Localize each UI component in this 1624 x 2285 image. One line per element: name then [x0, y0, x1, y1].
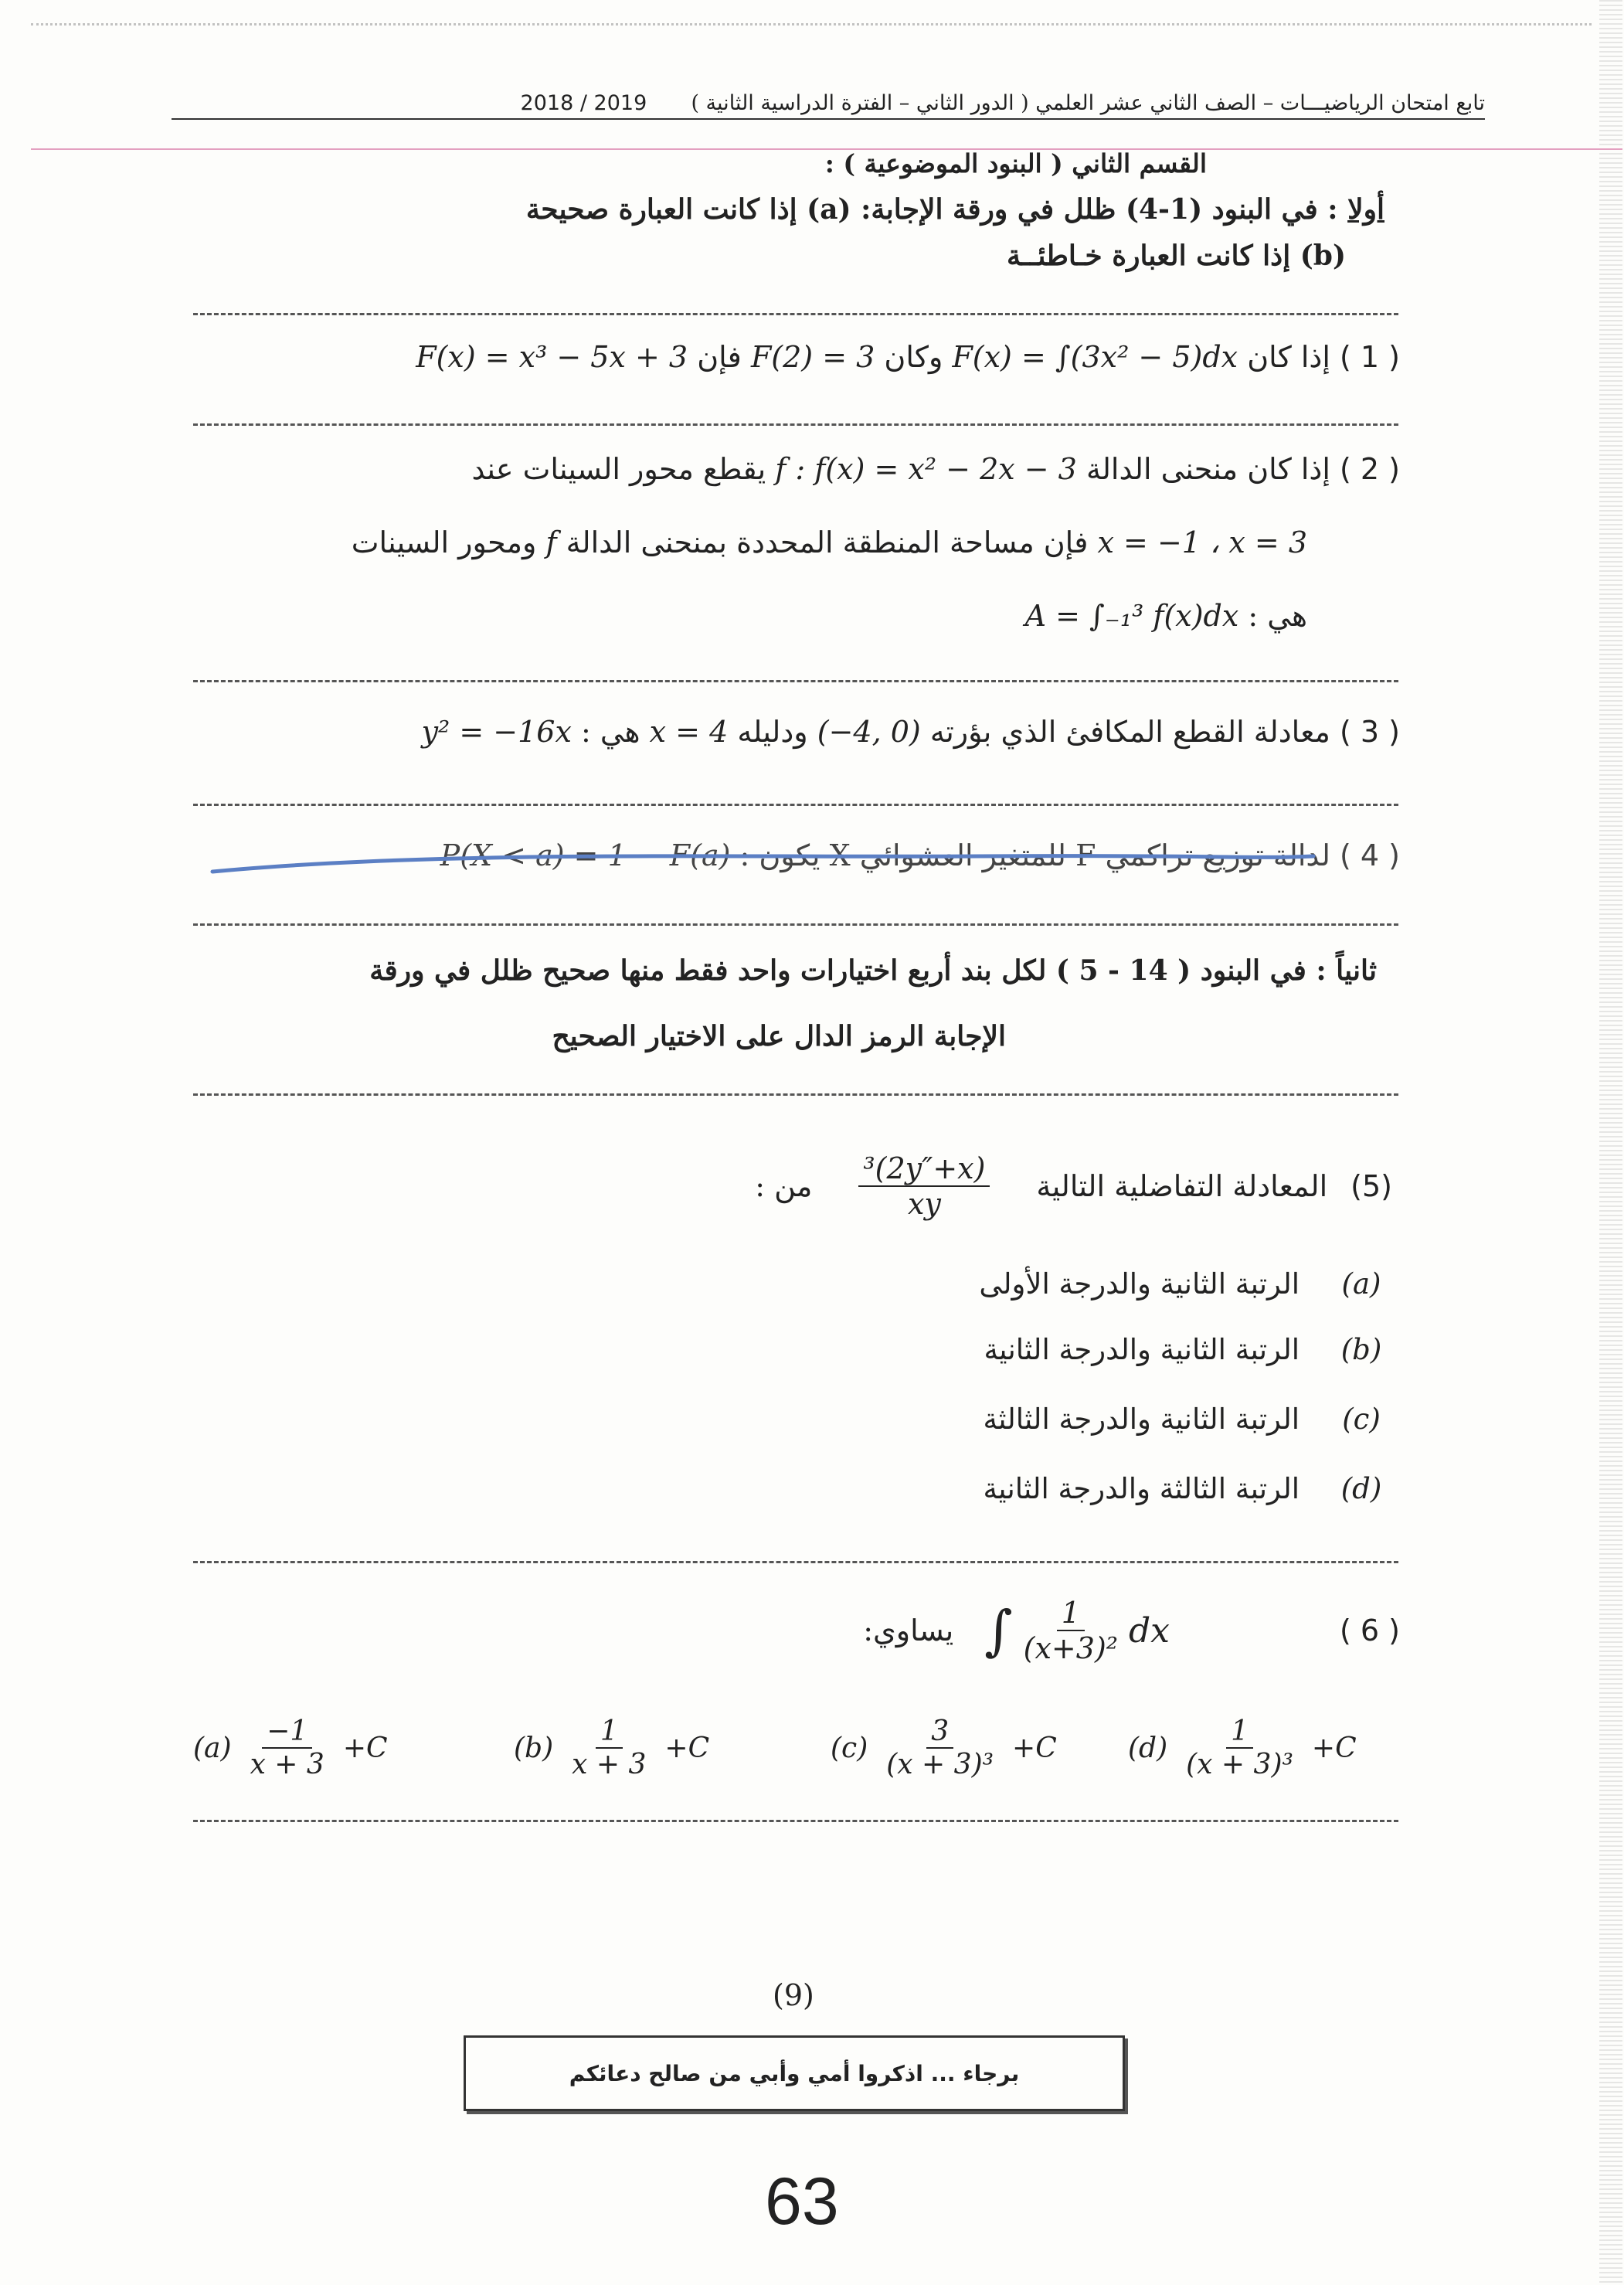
option-label: (b)	[1340, 1333, 1382, 1366]
q1-text-c: فإن	[697, 340, 742, 374]
question-5	[755, 1151, 1392, 1221]
option-text: الرتبة الثانية والدرجة الثالثة	[983, 1403, 1300, 1436]
header-year: 2019 / 2018	[520, 91, 647, 115]
scan-edge-right	[1599, 0, 1622, 2285]
choice-denominator: x + 3	[250, 1749, 324, 1780]
divider	[193, 313, 1398, 315]
q1-math-c: F(x) = x³ − 5x + 3	[416, 340, 688, 374]
q2-line2-math: x = −1 ، x = 3	[1097, 525, 1307, 559]
q5-fraction	[858, 1151, 990, 1221]
q3-equation: y² = −16x	[421, 715, 572, 749]
page-number: (9)	[773, 1978, 814, 2012]
q5-number: (5)	[1351, 1169, 1392, 1203]
q6-choice-d[interactable]	[1128, 1715, 1357, 1780]
q6-choice-b[interactable]	[514, 1715, 709, 1780]
choice-fraction	[1181, 1715, 1298, 1780]
divider	[193, 804, 1398, 806]
choice-denominator: x + 3	[572, 1749, 647, 1780]
q5-option-a[interactable]	[979, 1267, 1392, 1301]
option-label: (a)	[1341, 1267, 1381, 1301]
question-1	[210, 340, 1400, 374]
choice-fraction	[882, 1715, 998, 1780]
part1-rest: : في البنود (1-4) ظلل في ورقة الإجابة: (a) إذا كانت العبارة صحيحة	[525, 193, 1338, 226]
integral-sign: ∫	[984, 1599, 1013, 1662]
divider	[193, 423, 1398, 426]
q3-text3: هي :	[580, 715, 640, 749]
q3-focus: (−4, 0)	[817, 715, 921, 749]
q6-choice-a[interactable]	[193, 1715, 388, 1780]
question-3	[422, 715, 1400, 749]
q2-line1-end: يقطع محور السينات عند	[471, 452, 766, 486]
q2-line3-text: هي :	[1248, 599, 1307, 633]
q2-line3-math: A = ∫₋₁³ f(x)dx	[1024, 599, 1239, 633]
question-6	[863, 1596, 1400, 1665]
choice-constant: +C	[664, 1732, 710, 1764]
q6-number: ( 6 )	[1340, 1613, 1400, 1647]
divider	[193, 680, 1398, 682]
q1-text-b: وكان	[884, 340, 943, 374]
footer-text: برجاء ... اذكروا أمي وأبي من صالح دعائكم	[569, 2060, 1020, 2086]
choice-constant: +C	[342, 1732, 388, 1764]
q6-choice-c[interactable]	[831, 1715, 1057, 1780]
option-text: الرتبة الثالثة والدرجة الثانية	[983, 1472, 1300, 1505]
option-label: (d)	[1340, 1472, 1382, 1505]
question-2-line1	[471, 452, 1400, 486]
choice-denominator: (x + 3)³	[1186, 1749, 1293, 1780]
divider	[193, 1820, 1398, 1822]
part1-instruction-line1	[526, 193, 1384, 226]
q6-dx: dx	[1129, 1610, 1170, 1651]
q1-number: ( 1 )	[1340, 340, 1400, 374]
exam-header	[172, 91, 1485, 120]
choice-numerator: −1	[262, 1715, 312, 1749]
choice-numerator: 3	[926, 1715, 953, 1749]
choice-label: (d)	[1128, 1732, 1168, 1764]
q3-text2: ودليله	[737, 715, 808, 749]
q2-line1-text: إذا كان منحنى الدالة	[1085, 452, 1330, 486]
q5-option-d[interactable]	[983, 1472, 1392, 1505]
part1-instruction-line2: (b) إذا كانت العبارة خـاطئــة	[1007, 240, 1346, 272]
q6-numerator: 1	[1057, 1596, 1085, 1631]
choice-denominator: (x + 3)³	[886, 1749, 994, 1780]
scan-edge-top	[31, 23, 1592, 32]
q3-number: ( 3 )	[1340, 715, 1400, 749]
choice-constant: +C	[1311, 1732, 1357, 1764]
divider	[193, 923, 1398, 926]
footer-box	[464, 2035, 1125, 2111]
q5-text: المعادلة التفاضلية التالية	[1036, 1169, 1328, 1203]
pen-strikethrough	[209, 842, 1321, 889]
choice-label: (a)	[193, 1732, 232, 1764]
q4-math: P(X < a) = 1 − F(a)	[440, 838, 731, 872]
divider	[193, 1093, 1398, 1096]
question-2-line3	[1025, 599, 1307, 633]
choice-fraction	[246, 1715, 329, 1780]
q4-text: لدالة توزيع تراكمي F للمتغير العشوائي X يكون :	[739, 838, 1330, 872]
q3-text: معادلة القطع المكافئ الذي بؤرته	[929, 715, 1330, 749]
q6-denominator: (x+3)²	[1023, 1631, 1119, 1665]
q1-math-b: F(2) = 3	[750, 340, 875, 374]
header-text: تابع امتحان الرياضيـــات – الصف الثاني عشر العلمي ( الدور الثاني – الفترة الدراسية الثانية )	[691, 91, 1485, 115]
q3-directrix: x = 4	[649, 715, 729, 749]
q1-math-a: F(x) = ∫(3x² − 5)dx	[952, 340, 1238, 374]
q2-line2-end: ومحور السينات	[351, 525, 537, 559]
choice-fraction	[567, 1715, 651, 1780]
question-2-line2	[352, 525, 1307, 559]
option-label: (c)	[1342, 1403, 1381, 1436]
choice-label: (b)	[514, 1732, 554, 1764]
choice-constant: +C	[1012, 1732, 1057, 1764]
section-title: القسم الثاني ( البنود الموضوعية ) :	[824, 148, 1207, 179]
q6-text: يساوي:	[863, 1613, 954, 1647]
q5-option-c[interactable]	[983, 1403, 1392, 1436]
choice-numerator: 1	[1226, 1715, 1253, 1749]
choice-label: (c)	[831, 1732, 868, 1764]
choice-numerator: 1	[596, 1715, 623, 1749]
q2-line2-f: f	[545, 525, 557, 559]
q5-option-b[interactable]	[984, 1333, 1392, 1366]
q4-number: ( 4 )	[1340, 838, 1400, 872]
q5-denominator: xy	[907, 1187, 941, 1221]
option-text: الرتبة الثانية والدرجة الأولى	[979, 1267, 1300, 1301]
q6-fraction	[1019, 1596, 1123, 1665]
option-text: الرتبة الثانية والدرجة الثانية	[984, 1333, 1300, 1366]
part2-instruction-line1: ثانياً : في البنود ( 14 - 5 ) لكل بند أربع اختيارات واحد فقط منها صحيح ظلل في ورقة	[369, 954, 1377, 987]
q5-text-end: من :	[755, 1169, 813, 1203]
q2-line1-math: f : f(x) = x² − 2x − 3	[775, 452, 1077, 486]
divider	[193, 1561, 1398, 1563]
part1-prefix: أولا	[1347, 193, 1384, 226]
q2-number: ( 2 )	[1340, 452, 1400, 486]
q1-text-a: إذا كان	[1247, 340, 1330, 374]
part2-instruction-line2: الإجابة الرمز الدال على الاختيار الصحيح	[552, 1020, 1006, 1052]
document-page-number: 63	[765, 2164, 839, 2239]
q6-integral	[984, 1596, 1170, 1665]
q5-numerator: (2y″+x)³	[858, 1151, 990, 1187]
q2-line2-text: فإن مساحة المنطقة المحددة بمنحنى الدالة	[566, 525, 1089, 559]
